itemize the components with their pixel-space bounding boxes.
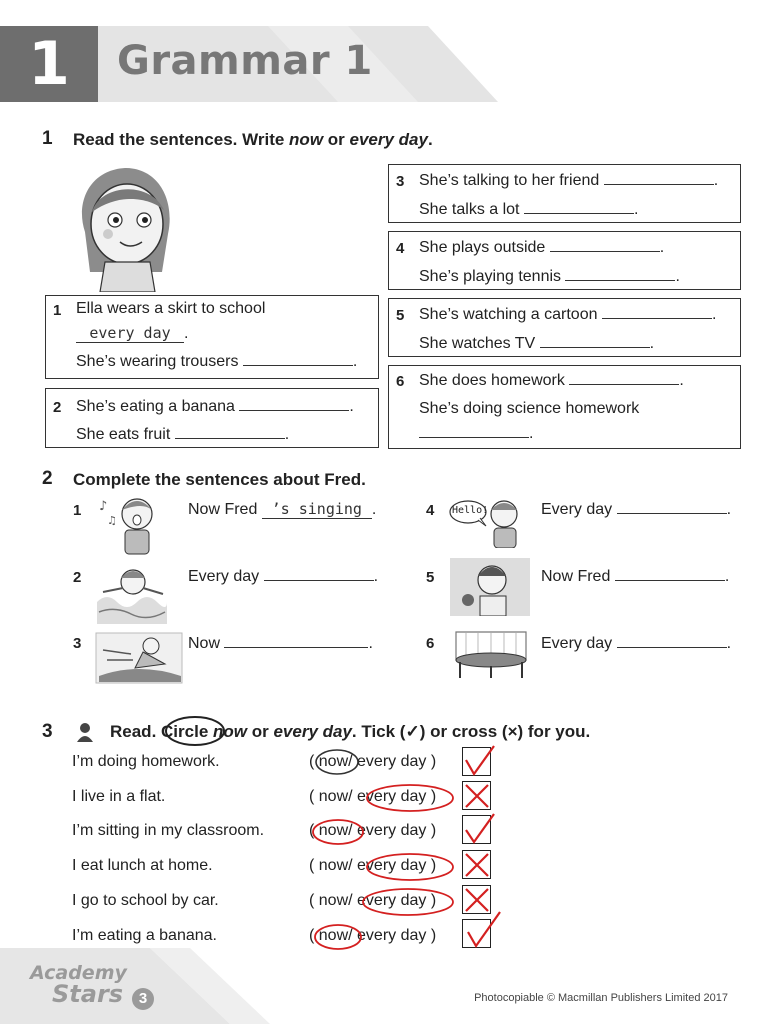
section-1-number: 1 bbox=[42, 128, 53, 149]
handwritten-answer[interactable]: every day bbox=[76, 324, 184, 343]
sentence-text: She’s doing science homework bbox=[419, 400, 640, 417]
choice-now-everyday[interactable]: ( now/ every day ) bbox=[309, 822, 437, 839]
statement-text: I’m sitting in my classroom. bbox=[72, 822, 265, 839]
blank-answer[interactable] bbox=[419, 424, 529, 438]
cross-mark-icon bbox=[462, 850, 492, 880]
person-icon bbox=[76, 722, 94, 742]
blank-answer[interactable] bbox=[264, 567, 374, 581]
choice-now-everyday[interactable]: ( now/ every day ) bbox=[309, 753, 437, 770]
fred-eating-illustration bbox=[450, 558, 530, 616]
sentence-text: She’s watching a cartoon . bbox=[419, 306, 717, 323]
section-1-instruction: Read the sentences. Write now or every day. bbox=[73, 130, 433, 149]
item-number: 6 bbox=[426, 635, 435, 652]
sentence-text: Every day . bbox=[188, 568, 379, 585]
item-number: 3 bbox=[73, 635, 82, 652]
section-3-instruction: Read. Circle now or every day. Tick (✓) or cross (×) for you. bbox=[110, 722, 591, 741]
circle-word-mark bbox=[164, 714, 226, 748]
sentence-text: She’s talking to her friend . bbox=[419, 172, 719, 189]
blank-answer[interactable] bbox=[224, 634, 368, 648]
fred-hello-illustration bbox=[448, 492, 526, 548]
handwritten-answer[interactable]: ’s singing bbox=[262, 500, 372, 519]
statement-text: I’m eating a banana. bbox=[72, 927, 217, 944]
sentence-text: She does homework . bbox=[419, 372, 684, 389]
statement-text: I go to school by car. bbox=[72, 892, 219, 909]
blank-answer[interactable] bbox=[550, 238, 660, 252]
blank-answer[interactable] bbox=[569, 371, 679, 385]
sentence-text: She’s playing tennis . bbox=[419, 268, 680, 285]
circle-mark-now bbox=[310, 816, 366, 848]
section-3-number: 3 bbox=[42, 721, 53, 742]
ella-girl-illustration bbox=[70, 162, 180, 292]
circle-mark-every-day bbox=[364, 851, 456, 883]
blank-answer[interactable] bbox=[524, 200, 634, 214]
blank-answer[interactable] bbox=[604, 171, 714, 185]
trampoline-illustration bbox=[452, 626, 530, 680]
statement-text: I eat lunch at home. bbox=[72, 857, 213, 874]
sentence-text: She talks a lot . bbox=[419, 201, 639, 218]
svg-text:♪: ♪ bbox=[99, 499, 108, 514]
unit-number: 1 bbox=[28, 29, 70, 99]
statement-text: I’m doing homework. bbox=[72, 753, 220, 770]
circle-mark-every-day bbox=[364, 782, 456, 814]
blank-answer[interactable] bbox=[540, 334, 650, 348]
statement-text: I live in a flat. bbox=[72, 788, 166, 805]
fred-singing-illustration bbox=[95, 490, 167, 556]
blank-answer[interactable] bbox=[615, 567, 725, 581]
academy-stars-logo: Academy Stars 3 bbox=[26, 958, 166, 1018]
sentence-text: Every day . bbox=[541, 635, 732, 652]
blank-answer[interactable] bbox=[239, 397, 349, 411]
sentence-text: Ella wears a skirt to school bbox=[76, 300, 266, 317]
sentence-text: Now Fred . bbox=[541, 568, 730, 585]
svg-text:♫: ♫ bbox=[107, 514, 117, 527]
item-number: 2 bbox=[73, 569, 82, 586]
section-2-number: 2 bbox=[42, 468, 53, 489]
item-number: 6 bbox=[396, 373, 405, 390]
copyright-text: Photocopiable © Macmillan Publishers Limited 2017 bbox=[474, 992, 728, 1004]
sentence-text: Now . bbox=[188, 635, 373, 652]
cross-mark-icon bbox=[462, 781, 492, 811]
blank-answer[interactable] bbox=[617, 634, 727, 648]
blank-answer[interactable] bbox=[565, 267, 675, 281]
answer-line: every day . bbox=[76, 324, 188, 343]
sentence-text: She’s eating a banana . bbox=[76, 398, 354, 415]
item-number: 4 bbox=[396, 240, 405, 257]
tick-mark-icon bbox=[458, 742, 498, 780]
sentence-text: She plays outside . bbox=[419, 239, 665, 256]
choice-now-everyday[interactable]: ( now/ every day ) bbox=[309, 788, 437, 805]
sentence-text: She’s wearing trousers . bbox=[76, 353, 358, 370]
item-number: 1 bbox=[53, 302, 62, 319]
answer-line: . bbox=[419, 424, 533, 443]
choice-now-everyday[interactable]: ( now/ every day ) bbox=[309, 857, 437, 874]
fred-swimming-illustration bbox=[95, 562, 167, 624]
blank-answer[interactable] bbox=[602, 305, 712, 319]
blank-answer[interactable] bbox=[617, 500, 727, 514]
hello-bubble-text: Hello! bbox=[452, 505, 489, 516]
item-number: 3 bbox=[396, 173, 405, 190]
item-number: 5 bbox=[396, 307, 405, 324]
sentence-text: She watches TV . bbox=[419, 335, 655, 352]
circle-mark-now bbox=[314, 748, 360, 776]
item-number: 2 bbox=[53, 399, 62, 416]
section-2-instruction: Complete the sentences about Fred. bbox=[73, 470, 366, 489]
item-number: 4 bbox=[426, 502, 435, 519]
blank-answer[interactable] bbox=[243, 352, 353, 366]
blank-answer[interactable] bbox=[175, 425, 285, 439]
tick-mark-icon bbox=[458, 810, 498, 848]
choice-now-everyday[interactable]: ( now/ every day ) bbox=[309, 892, 437, 909]
sentence-text: She eats fruit . bbox=[76, 426, 290, 443]
circle-mark-every-day bbox=[360, 886, 456, 918]
sentence-text: Every day . bbox=[541, 501, 732, 518]
fred-skateboarding-illustration bbox=[95, 632, 183, 684]
sentence-text: Now Fred ’s singing . bbox=[188, 500, 377, 518]
item-number: 5 bbox=[426, 569, 435, 586]
tick-mark-icon bbox=[458, 906, 504, 950]
item-number: 1 bbox=[73, 502, 82, 519]
choice-now-everyday[interactable]: ( now/ every day ) bbox=[309, 927, 437, 944]
page-title: Grammar 1 bbox=[117, 38, 373, 84]
